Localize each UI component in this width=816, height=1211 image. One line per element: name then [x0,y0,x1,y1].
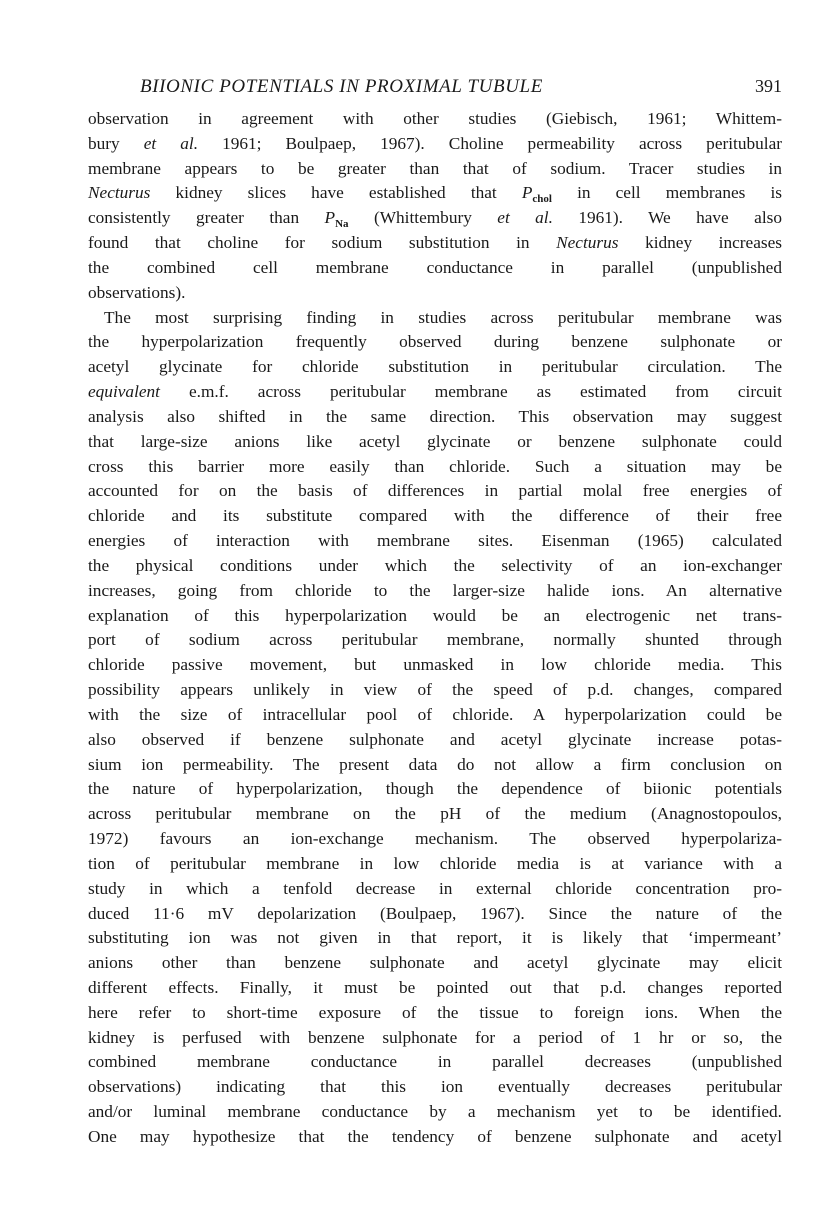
text-line [88,181,782,206]
text-segment: sium ion permeability. The present data do not allow a firm conclusion on [88,754,782,774]
text-line [88,206,782,231]
text-segment: chloride and its substitute compared with the difference of their free [88,506,782,526]
text-line [88,529,782,554]
text-segment: observations) indicating that this ion eventually decreases peritubular [88,1077,782,1097]
text-line [88,877,782,902]
text-line [88,902,782,927]
text-line [88,579,782,604]
text-segment: e.m.f. across peritubular membrane as estimated from circuit [159,382,782,402]
text-segment: chloride passive movement, but unmasked in low chloride media. This [88,655,782,675]
italic-text: Necturus [556,233,619,253]
italic-text: Necturus [88,183,151,203]
text-line [88,479,782,504]
text-segment: tion of peritubular membrane in low chloride media is at variance with a [88,853,782,873]
text-line [88,1075,782,1100]
text-segment: One may hypothesize that the tendency of benzene sulphonate and acetyl [88,1126,782,1146]
text-line [88,281,782,306]
text-segment: acetyl glycinate for chloride substitution in peritubular circulation. The [88,357,782,377]
text-line [88,1001,782,1026]
text-segment: energies of interaction with membrane sites. Eisenman (1965) calculated [88,531,782,551]
text-segment: combined membrane conductance in parallel decreases (unpublished [88,1052,782,1072]
text-segment: the physical conditions under which the selectivity of an ion-exchanger [88,555,782,575]
running-title: BIIONIC POTENTIALS IN PROXIMAL TUBULE [140,76,543,97]
text-segment: also observed if benzene sulphonate and acetyl glycinate increase potas- [88,729,782,749]
text-line [88,504,782,529]
text-line [88,653,782,678]
text-segment: possibility appears unlikely in view of the speed of p.d. changes, compared [88,680,782,700]
text-line [88,231,782,256]
text-segment: The most surprising finding in studies across peritubular membrane was [104,307,782,327]
text-segment: with the size of intracellular pool of chloride. A hyperpolarization could be [88,704,782,724]
subscript: chol [532,193,552,206]
text-line [88,728,782,753]
text-line [88,951,782,976]
text-line [88,703,782,728]
text-segment: across peritubular membrane on the pH of the medium (Anagnostopoulos, [88,804,782,824]
text-segment: kidney is perfused with benzene sulphonate for a period of 1 hr or so, the [88,1027,782,1047]
text-line [88,107,782,132]
paragraph [88,107,782,306]
text-segment: observations). [88,282,186,302]
text-segment: explanation of this hyperpolarization would be an electrogenic net trans- [88,605,782,625]
text-segment: increases, going from chloride to the larger-size halide ions. An alternative [88,580,782,600]
text-line [88,157,782,182]
text-line [88,628,782,653]
text-line [88,802,782,827]
text-line [88,1100,782,1125]
text-segment: anions other than benzene sulphonate and acetyl glycinate may elicit [88,953,782,973]
text-line [88,306,782,331]
text-line [88,355,782,380]
text-segment: port of sodium across peritubular membrane, normally shunted through [88,630,782,650]
text-segment: membrane appears to be greater than that of sodium. Tracer studies in [88,158,782,178]
text-segment: different effects. Finally, it must be pointed out that p.d. changes reported [88,977,782,997]
text-segment: kidney slices have established that [150,183,522,203]
text-line [88,976,782,1001]
text-segment: bury [88,133,144,153]
text-segment: substituting ion was not given in that report, it is likely that ‘impermeant’ [88,928,782,948]
text-segment: (Whittembury [348,208,498,228]
running-header [88,76,782,104]
text-line [88,330,782,355]
text-line [88,430,782,455]
text-line [88,827,782,852]
text-line [88,380,782,405]
subscript: Na [335,218,349,231]
text-segment: duced 11·6 mV depolarization (Boulpaep, 1967). Since the nature of the [88,903,782,923]
text-segment: the nature of hyperpolarization, though the dependence of biionic potentials [88,779,782,799]
text-segment: and/or luminal membrane conductance by a mechanism yet to be identified. [88,1102,782,1122]
text-segment: kidney increases [618,233,782,253]
text-line [88,777,782,802]
text-segment: 1961; Boulpaep, 1967). Choline permeability across peritubular [198,133,783,153]
page-number: 391 [755,76,782,96]
italic-text: equivalent [88,382,160,402]
text-line [88,455,782,480]
text-segment: cross this barrier more easily than chloride. Such a situation may be [88,456,782,476]
text-line [88,753,782,778]
text-segment: the hyperpolarization frequently observed during benzene sulphonate or [88,332,782,352]
text-line [88,1125,782,1150]
text-line [88,604,782,629]
text-segment: that large-size anions like acetyl glycinate or benzene sulphonate could [88,431,782,451]
italic-text: et al. [497,208,553,228]
text-segment: in cell membranes is [551,183,782,203]
paragraph [88,306,782,1150]
text-segment: 1972) favours an ion-exchange mechanism. The observed hyperpolariza- [88,829,782,849]
text-line [88,554,782,579]
italic-text: P [521,183,533,203]
text-segment: the combined cell membrane conductance in parallel (unpublished [88,257,782,277]
italic-text: P [324,208,336,228]
text-line [88,256,782,281]
text-segment: found that choline for sodium substitution in [88,233,557,253]
text-line [88,132,782,157]
text-segment: observation in agreement with other studies (Giebisch, 1961; Whittem- [88,109,782,128]
italic-text: et al. [143,133,199,153]
text-segment: 1961). We have also [552,208,782,228]
text-line [88,1050,782,1075]
text-segment: study in which a tenfold decrease in external chloride concentration pro- [88,878,782,898]
text-segment: consistently greater than [88,208,325,228]
text-line [88,678,782,703]
text-line [88,926,782,951]
body-text [88,107,782,1150]
text-segment: here refer to short-time exposure of the tissue to foreign ions. When the [88,1002,782,1022]
text-line [88,852,782,877]
text-line [88,1026,782,1051]
text-segment: analysis also shifted in the same direction. This observation may suggest [88,406,782,426]
text-segment: accounted for on the basis of differences in partial molal free energies of [88,481,782,501]
text-line [88,405,782,430]
